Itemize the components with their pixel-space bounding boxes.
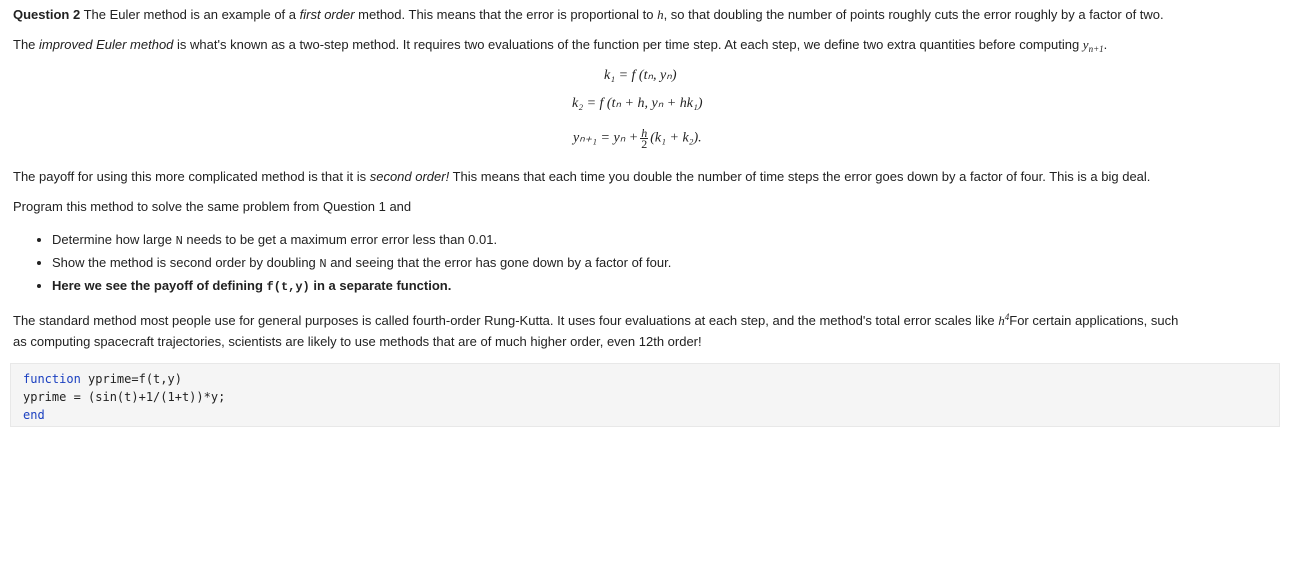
h-symbol: h <box>657 7 664 22</box>
payoff-paragraph <box>13 169 1150 185</box>
payoff-text-2: This means that each time you double the number of time steps the error goes down by a factor of four. This is a big deal. <box>449 169 1151 184</box>
second-order-emphasis: second order! <box>369 169 450 184</box>
code-line-1: function yprime=f(t,y) <box>23 372 182 386</box>
rk-text-1: The standard method most people use for general purposes is called fourth-order Rung-Kutta. It uses four evaluations at each step, and the method's total error scales like <box>13 313 999 328</box>
list-item: • Show the method is second order by doubling N and seeing that the error has gone down by a factor of four. <box>52 252 671 275</box>
question-text-2: method. This means that the error is proportional to <box>354 7 658 22</box>
code-keyword-function: function <box>23 372 81 386</box>
rk-paragraph-line1 <box>13 313 1178 329</box>
improved-end: . <box>1103 37 1108 52</box>
question-text-1: The Euler method is an example of a <box>80 7 300 22</box>
improved-euler-emphasis: improved Euler method <box>39 37 174 52</box>
question-label: Question 2 <box>13 7 81 22</box>
code-line-3 <box>23 406 1279 424</box>
equation-y-left: yₙ₊₁ = yₙ + <box>573 130 639 146</box>
first-order-emphasis: first order <box>299 7 355 22</box>
list-item: • Here we see the payoff of defining f(t,y) in a separate function. <box>52 275 671 298</box>
code-keyword-end: end <box>23 408 45 422</box>
program-paragraph: Program this method to solve the same problem from Question 1 and <box>13 199 412 214</box>
equation-y-update <box>573 128 702 149</box>
list-item: • Determine how large N needs to be get a maximum error error less than 0.01. <box>52 229 671 252</box>
inline-code-fty: f(t,y) <box>266 280 310 294</box>
payoff-text-1: The payoff for using this more complicated method is that it is <box>13 169 370 184</box>
y-next-symbol: $y_{n+1}$ <box>1082 37 1104 54</box>
rk-paragraph-line2: as computing spacecraft trajectories, scientists are likely to use methods that are of much higher order, even 12th order! <box>13 334 702 349</box>
improved-text-2: is what's known as a two-step method. It requires two evaluations of the function per time step. At each step, we define two extra quantities before computing <box>173 37 1083 52</box>
equation-fraction: $\frac{h}{2}$ <box>641 126 648 151</box>
task-list <box>36 229 671 298</box>
h4-symbol: $h^4$ <box>998 312 1010 328</box>
code-block[interactable] <box>10 363 1280 427</box>
code-line-2: yprime = (sin(t)+1/(1+t))*y; <box>23 390 226 404</box>
equation-k1: k₁ = f (tₙ, yₙ) <box>604 68 677 83</box>
equation-y-right: (k₁ + k₂). <box>650 130 702 146</box>
question-paragraph <box>13 7 1164 23</box>
question-text-3: , so that doubling the number of points roughly cuts the error roughly by a factor of two. <box>663 7 1164 22</box>
inline-code-n: N <box>175 234 183 248</box>
improved-text-1: The <box>13 37 40 52</box>
equation-k2: k₂ = f (tₙ + h, yₙ + hk₁) <box>572 96 703 111</box>
inline-code-n: N <box>319 257 327 271</box>
improved-euler-paragraph <box>13 37 1107 53</box>
rk-text-2: For certain applications, such <box>1009 313 1179 328</box>
